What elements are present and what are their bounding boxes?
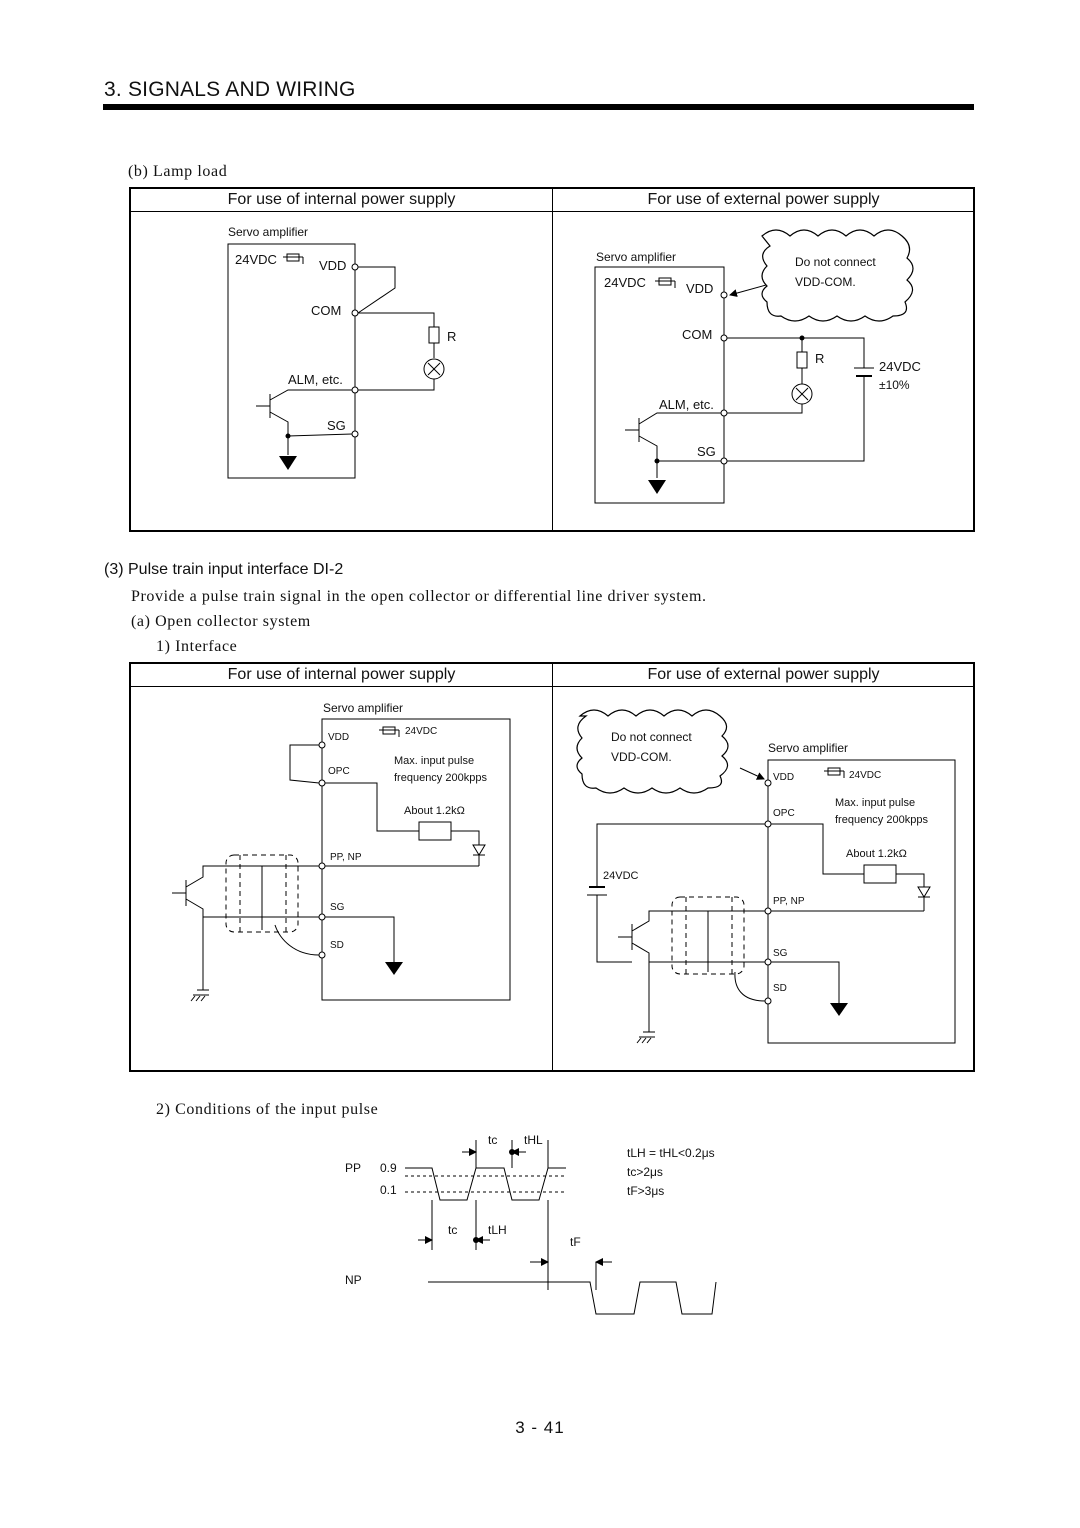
condition-3: tF>3μs [627, 1184, 665, 1198]
external-supply-header: For use of external power supply [647, 191, 880, 208]
pulse-interface-panel [129, 662, 975, 1072]
opc-label: OPC [328, 766, 350, 777]
panel-divider [552, 664, 553, 1070]
sg-label: SG [697, 444, 716, 459]
vdd-com-label: VDD-COM. [611, 750, 672, 764]
vdd-com-label: VDD-COM. [795, 275, 856, 289]
sg-label: SG [773, 948, 788, 959]
open-collector-heading: (a) Open collector system [131, 613, 311, 630]
sd-label: SD [773, 983, 787, 994]
internal-supply-header: For use of internal power supply [227, 191, 456, 208]
vdd-label: VDD [319, 258, 347, 273]
sd-label: SD [330, 940, 344, 951]
pp-np-label: PP, NP [773, 896, 805, 907]
pulse-section-heading: (3) Pulse train input interface DI-2 [104, 561, 344, 578]
level-01-label: 0.1 [380, 1183, 397, 1197]
tolerance-label: ±10% [879, 378, 910, 392]
v24-label: 24VDC [604, 275, 646, 290]
do-not-connect-label: Do not connect [611, 730, 692, 744]
level-09-label: 0.9 [380, 1161, 397, 1175]
r-label: R [815, 351, 825, 366]
ext-24vdc-label: 24VDC [879, 359, 921, 374]
internal-supply-header: For use of internal power supply [227, 666, 456, 683]
pulse-description: Provide a pulse train signal in the open collector or differential line driver system. [131, 588, 707, 605]
input-pulse-conditions-heading: 2) Conditions of the input pulse [156, 1101, 379, 1118]
vdd-label: VDD [686, 281, 714, 296]
sg-label: SG [327, 418, 346, 433]
tlh-label: tLH [488, 1223, 507, 1237]
servo-amp-label: Servo amplifier [768, 741, 849, 755]
condition-1: tLH = tHL<0.2μs [627, 1146, 715, 1160]
interface-heading: 1) Interface [156, 638, 238, 655]
np-signal-label: NP [345, 1273, 362, 1287]
lamp-external-diagram [595, 230, 913, 503]
pp-signal-label: PP [345, 1161, 362, 1175]
tc-label: tc [448, 1223, 458, 1237]
r-label: R [447, 329, 457, 344]
sg-label: SG [330, 902, 345, 913]
opc-label: OPC [773, 808, 795, 819]
tf-label: tF [570, 1235, 581, 1249]
lamp-internal-diagram [228, 244, 444, 478]
v24-label: 24VDC [405, 726, 438, 737]
com-label: COM [311, 303, 342, 318]
max-pulse-label: Max. input pulse [394, 755, 475, 767]
page-number: 3 - 41 [515, 1418, 565, 1437]
servo-amp-label: Servo amplifier [228, 225, 309, 239]
condition-2: tc>2μs [627, 1165, 663, 1179]
alm-label: ALM, etc. [288, 372, 343, 387]
ext-24vdc-label: 24VDC [603, 870, 639, 882]
thl-label: tHL [524, 1133, 543, 1147]
v24-label: 24VDC [849, 770, 882, 781]
pp-np-label: PP, NP [330, 852, 362, 863]
about-r-label: About 1.2kΩ [404, 805, 465, 817]
max-pulse-freq-label: frequency 200kpps [394, 772, 487, 784]
section-title: 3. SIGNALS AND WIRING [104, 78, 356, 101]
alm-label: ALM, etc. [659, 397, 714, 412]
external-supply-header: For use of external power supply [647, 666, 880, 683]
servo-amp-label: Servo amplifier [323, 701, 404, 715]
max-pulse-label: Max. input pulse [835, 797, 916, 809]
tc-label: tc [488, 1133, 498, 1147]
servo-amp-label: Servo amplifier [596, 250, 677, 264]
vdd-label: VDD [328, 732, 350, 743]
max-pulse-freq-label: frequency 200kpps [835, 814, 928, 826]
com-label: COM [682, 327, 713, 342]
do-not-connect-label: Do not connect [795, 255, 876, 269]
v24-label: 24VDC [235, 252, 277, 267]
about-r-label: About 1.2kΩ [846, 848, 907, 860]
lamp-load-heading: (b) Lamp load [128, 163, 228, 180]
vdd-label: VDD [773, 772, 795, 783]
